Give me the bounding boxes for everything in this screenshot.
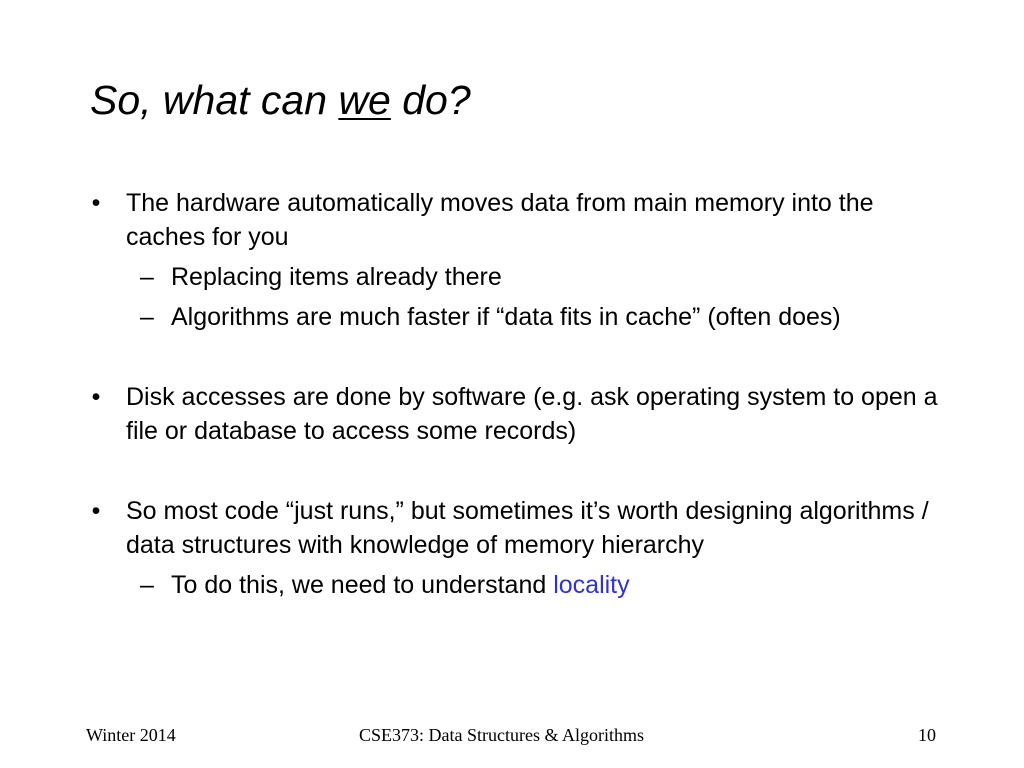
bullet-1-sub-2 <box>86 300 946 334</box>
bullet-3-text: So most code “just runs,” but sometimes it’s worth designing algorithms / data structures with knowledge of memory hierarchy <box>126 497 929 559</box>
slide-title <box>90 76 471 124</box>
bullet-3 <box>86 494 946 562</box>
bullet-1-sub-2-text: Algorithms are much faster if “data fits in cache” (often does) <box>171 303 841 331</box>
sub-dash: – <box>140 571 154 599</box>
title-part-2: do? <box>390 77 471 123</box>
title-emphasis: we <box>338 77 391 123</box>
bullet-dot: • <box>91 189 101 217</box>
bullet-1 <box>86 186 946 254</box>
bullet-1-sub-1-text: Replacing items already there <box>171 263 502 291</box>
bullet-1-sub-1 <box>86 260 946 294</box>
title-part-1: So, what can <box>90 77 339 123</box>
bullet-2 <box>86 380 946 448</box>
bullet-dot: • <box>91 383 101 411</box>
bullet-2-text: Disk accesses are done by software (e.g. ask operating system to open a file or database to access some records) <box>126 383 938 445</box>
bullet-dot: • <box>91 497 101 525</box>
slide-body <box>86 186 946 602</box>
bullet-3-sub-1-text: To do this, we need to understand <box>171 571 554 599</box>
bullet-1-text: The hardware automatically moves data from main memory into the caches for you <box>126 189 874 251</box>
footer-page-number: 10 <box>918 725 936 745</box>
footer-course: CSE373: Data Structures & Algorithms <box>359 725 644 745</box>
locality-link[interactable]: locality <box>553 571 630 599</box>
sub-dash: – <box>140 303 154 331</box>
sub-dash: – <box>140 263 154 291</box>
bullet-3-sub-1 <box>86 568 946 602</box>
footer-term: Winter 2014 <box>86 725 176 745</box>
